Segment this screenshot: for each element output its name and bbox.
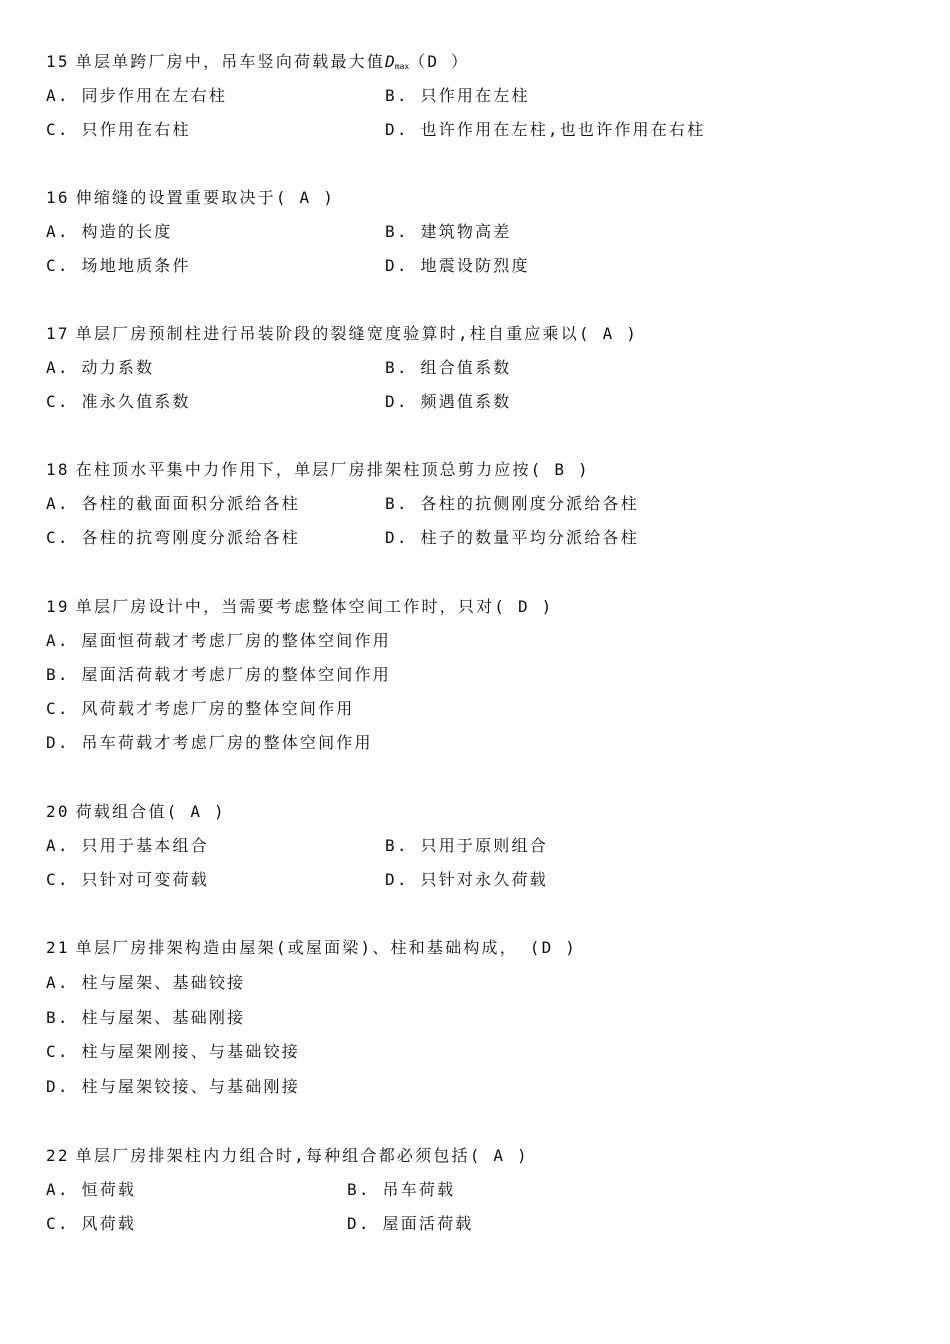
option-c: C. 各柱的抗弯刚度分派给各柱 — [46, 528, 300, 547]
option-c: C. 风荷载才考虑厂房的整体空间作用 — [46, 699, 355, 718]
option-d: D. 地震设防烈度 — [385, 256, 530, 275]
option-c: C. 柱与屋架刚接、与基础铰接 — [46, 1042, 300, 1061]
option-d: D. 柱与屋架铰接、与基础刚接 — [46, 1077, 300, 1096]
option-b: B. 只作用在左柱 — [385, 86, 530, 105]
question-number: 20 — [46, 802, 70, 821]
option-c: C. 场地地质条件 — [46, 256, 191, 275]
option-d: D. 屋面活荷载 — [347, 1214, 474, 1233]
option-c: C. 准永久值系数 — [46, 392, 191, 411]
option-b: B. 屋面活荷载才考虑厂房的整体空间作用 — [46, 665, 391, 684]
question-number: 17 — [46, 324, 70, 343]
stem-text: 荷载组合值( A ) — [75, 802, 226, 821]
option-c: C. 只针对可变荷载 — [46, 870, 209, 889]
option-d: D. 频遇值系数 — [385, 392, 512, 411]
option-d: D. 也许作用在左柱,也也许作用在右柱 — [385, 120, 706, 139]
question-stem — [46, 595, 553, 619]
question-number: 18 — [46, 460, 70, 479]
question-number: 15 — [46, 52, 70, 71]
option-a: A. 只用于基本组合 — [46, 836, 209, 855]
question-stem — [46, 186, 335, 210]
stem-text: 伸缩缝的设置重要取决于( A ) — [75, 188, 336, 207]
d-max-symbol: $D_{max}$ — [385, 52, 410, 71]
option-a: A. 恒荷载 — [46, 1180, 137, 1199]
option-a: A. 同步作用在左右柱 — [46, 86, 228, 105]
answer-bracket: （D ） — [409, 52, 470, 71]
stem-text: 单层厂房排架构造由屋架(或屋面梁)、柱和基础构成， (D ) — [75, 938, 578, 957]
question-stem — [46, 322, 638, 346]
option-b: B. 吊车荷载 — [347, 1180, 456, 1199]
option-a: A. 动力系数 — [46, 358, 155, 377]
question-stem — [46, 800, 226, 824]
stem-text: 在柱顶水平集中力作用下，单层厂房排架柱顶总剪力应按( B ) — [75, 460, 590, 479]
option-d: D. 吊车荷载才考虑厂房的整体空间作用 — [46, 733, 373, 752]
question-number: 19 — [46, 597, 70, 616]
option-b: B. 各柱的抗侧刚度分派给各柱 — [385, 494, 639, 513]
option-a: A. 屋面恒荷载才考虑厂房的整体空间作用 — [46, 631, 391, 650]
question-number: 22 — [46, 1146, 70, 1165]
question-stem — [46, 936, 577, 960]
question-stem — [46, 1144, 529, 1168]
stem-text: 单层厂房设计中，当需要考虑整体空间工作时，只对( D ) — [75, 597, 554, 616]
option-b: B. 建筑物高差 — [385, 222, 512, 241]
question-stem — [46, 50, 469, 74]
question-number: 21 — [46, 938, 70, 957]
option-c: C. 风荷载 — [46, 1214, 137, 1233]
stem-text: 单层厂房排架柱内力组合时,每种组合都必须包括( A ) — [75, 1146, 529, 1165]
option-c: C. 只作用在右柱 — [46, 120, 191, 139]
stem-text: 单层单跨厂房中，吊车竖向荷载最大值 — [75, 52, 386, 71]
option-a: A. 构造的长度 — [46, 222, 173, 241]
option-b: B. 组合值系数 — [385, 358, 512, 377]
option-b: B. 柱与屋架、基础刚接 — [46, 1008, 246, 1027]
stem-text: 单层厂房预制柱进行吊装阶段的裂缝宽度验算时,柱自重应乘以( A ) — [75, 324, 639, 343]
question-stem — [46, 458, 590, 482]
option-d: D. 只针对永久荷载 — [385, 870, 548, 889]
question-number: 16 — [46, 188, 70, 207]
option-a: A. 各柱的截面面积分派给各柱 — [46, 494, 300, 513]
option-a: A. 柱与屋架、基础铰接 — [46, 973, 246, 992]
option-b: B. 只用于原则组合 — [385, 836, 548, 855]
option-d: D. 柱子的数量平均分派给各柱 — [385, 528, 639, 547]
